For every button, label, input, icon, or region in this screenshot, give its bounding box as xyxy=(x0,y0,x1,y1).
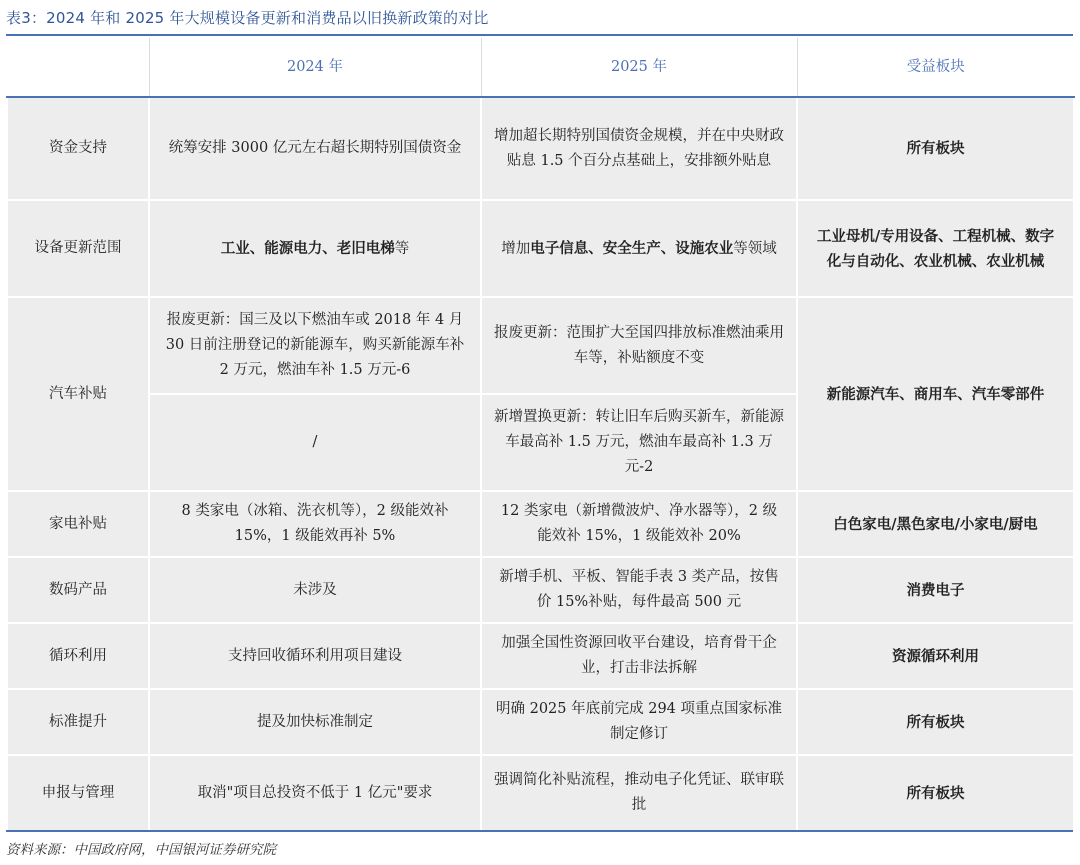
cell-2024: 提及加快标准制定 xyxy=(149,689,481,755)
cell-2025: 新增手机、平板、智能手表 3 类产品，按售价 15%补贴，每件最高 500 元 xyxy=(481,557,797,623)
header-blank xyxy=(7,37,149,97)
cell-2024: / xyxy=(149,394,481,491)
cell-2024 xyxy=(149,200,481,297)
bold-text: 工业、能源电力、老旧电梯 xyxy=(220,239,395,257)
row-category: 家电补贴 xyxy=(7,491,149,557)
cell-2025: 强调简化补贴流程，推动电子化凭证、联审联批 xyxy=(481,755,797,831)
plain-text: 等领域 xyxy=(733,240,777,257)
header-2025: 2025 年 xyxy=(481,37,797,97)
cell-sector: 所有板块 xyxy=(797,689,1074,755)
table-header-row xyxy=(7,37,1074,97)
row-category: 设备更新范围 xyxy=(7,200,149,297)
table-row xyxy=(7,623,1074,689)
cell-sector: 白色家电/黑色家电/小家电/厨电 xyxy=(797,491,1074,557)
cell-sector: 新能源汽车、商用车、汽车零部件 xyxy=(797,297,1074,491)
cell-2025: 新增置换更新：转让旧车后购买新车，新能源车最高补 1.5 万元，燃油车最高补 1.3 万元-2 xyxy=(481,394,797,491)
row-category: 数码产品 xyxy=(7,557,149,623)
cell-2024: 统筹安排 3000 亿元左右超长期特别国债资金 xyxy=(149,97,481,200)
table-row xyxy=(7,297,1074,394)
table-row xyxy=(7,557,1074,623)
table-row xyxy=(7,689,1074,755)
row-category: 汽车补贴 xyxy=(7,297,149,491)
policy-comparison-table xyxy=(6,36,1075,832)
cell-sector: 消费电子 xyxy=(797,557,1074,623)
cell-sector: 资源循环利用 xyxy=(797,623,1074,689)
cell-2025: 明确 2025 年底前完成 294 项重点国家标准制定修订 xyxy=(481,689,797,755)
cell-2025: 增加超长期特别国债资金规模，并在中央财政贴息 1.5 个百分点基础上，安排额外贴息 xyxy=(481,97,797,200)
cell-2025: 12 类家电（新增微波炉、净水器等），2 级能效补 15%，1 级能效补 20% xyxy=(481,491,797,557)
bottom-rule xyxy=(6,830,1073,832)
row-category: 申报与管理 xyxy=(7,755,149,831)
table-caption: 表3：2024 年和 2025 年大规模设备更新和消费品以旧换新政策的对比 xyxy=(6,9,489,27)
source-note: 资料来源：中国政府网，中国银河证券研究院 xyxy=(6,842,276,858)
cell-2025: 报废更新：范围扩大至国四排放标准燃油乘用车等，补贴额度不变 xyxy=(481,297,797,394)
cell-2024: 支持回收循环利用项目建设 xyxy=(149,623,481,689)
table-row xyxy=(7,491,1074,557)
cell-2025 xyxy=(481,200,797,297)
cell-sector: 工业母机/专用设备、工程机械、数字化与自动化、农业机械、农业机械 xyxy=(797,200,1074,297)
header-sector: 受益板块 xyxy=(797,37,1074,97)
header-2024: 2024 年 xyxy=(149,37,481,97)
table-row xyxy=(7,755,1074,831)
plain-text: 等 xyxy=(394,240,410,257)
cell-sector: 所有板块 xyxy=(797,755,1074,831)
row-category: 资金支持 xyxy=(7,97,149,200)
cell-2024: 报废更新：国三及以下燃油车或 2018 年 4 月 30 日前注册登记的新能源车，购买新能源车补 2 万元，燃油车补 1.5 万元-6 xyxy=(149,297,481,394)
cell-2025: 加强全国性资源回收平台建设，培育骨干企业，打击非法拆解 xyxy=(481,623,797,689)
cell-2024: 未涉及 xyxy=(149,557,481,623)
cell-sector: 所有板块 xyxy=(797,97,1074,200)
cell-2024: 8 类家电（冰箱、洗衣机等），2 级能效补 15%，1 级能效再补 5% xyxy=(149,491,481,557)
bold-text: 电子信息、安全生产、设施农业 xyxy=(530,239,734,257)
plain-text: 增加 xyxy=(501,240,531,257)
table-row xyxy=(7,200,1074,297)
cell-2024: 取消"项目总投资不低于 1 亿元"要求 xyxy=(149,755,481,831)
row-category: 循环利用 xyxy=(7,623,149,689)
row-category: 标准提升 xyxy=(7,689,149,755)
table-row xyxy=(7,97,1074,200)
